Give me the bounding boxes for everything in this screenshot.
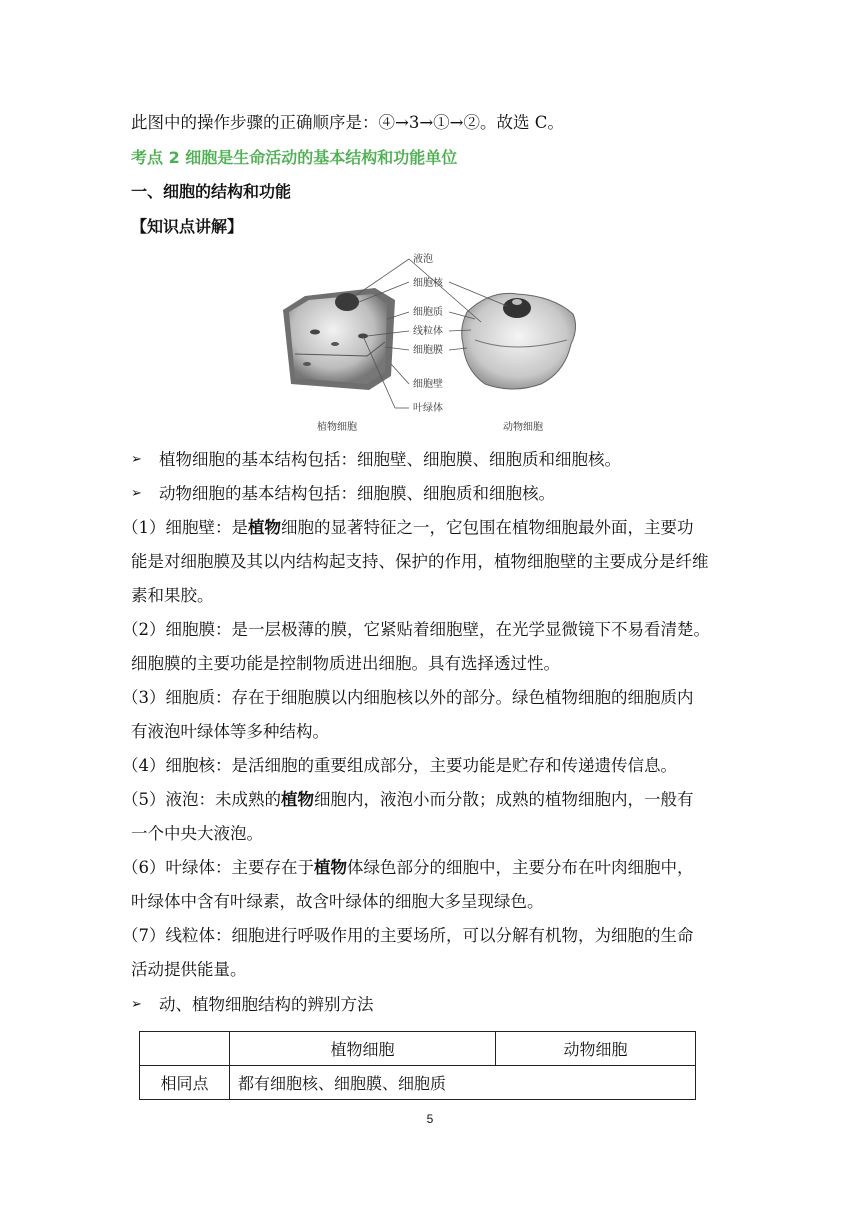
cell-structure-figure [275,244,585,440]
subsection-title: 一、细胞的结构和功能 [131,182,292,201]
item-vacuole-line1: （5）液泡：未成熟的植物细胞内，液泡小而分散；成熟的植物细胞内，一般有 [122,790,694,809]
plant-cell-caption: 植物细胞 [317,422,357,433]
bullet-arrow-icon: ➢ [131,997,142,1012]
section-title: 考点 2 细胞是生命活动的基本结构和功能单位 [131,148,458,167]
item-vacuole-line2: 一个中央大液泡。 [131,824,263,843]
item-chloroplast-line1: （6）叶绿体：主要存在于植物体绿色部分的细胞中，主要分布在叶肉细胞中， [122,858,694,877]
bullet-distinguish-method: 动、植物细胞结构的辨别方法 [159,995,374,1014]
animal-cell-drawing [462,293,576,389]
label-cell-wall: 细胞壁 [413,379,443,390]
table-row [140,1066,696,1100]
table-header-row [140,1032,696,1066]
item-cell-wall-line1: （1）细胞壁：是植物细胞的显著特征之一，它包围在植物细胞最外面，主要功 [122,518,694,537]
bullet-arrow-icon: ➢ [131,486,142,501]
knowledge-heading: 【知识点讲解】 [131,217,244,236]
label-nucleus: 细胞核 [413,278,443,289]
item-cell-membrane-line2: 细胞膜的主要功能是控制物质进出细胞。具有选择透过性。 [131,654,560,673]
label-cytoplasm: 细胞质 [413,307,443,318]
label-vacuole: 液泡 [413,254,433,265]
table-row-value: 都有细胞核、细胞膜、细胞质 [230,1066,696,1100]
intro-line: 此图中的操作步骤的正确顺序是：④→3→①→②。故选 C。 [131,113,564,132]
comparison-table [139,1031,696,1100]
table-header-animal: 动物细胞 [496,1032,696,1066]
table-header-empty [140,1032,230,1066]
animal-cell-caption: 动物细胞 [503,422,543,433]
table-row-label: 相同点 [140,1066,230,1100]
bullet-arrow-icon: ➢ [131,452,142,467]
item-cytoplasm-line1: （3）细胞质：存在于细胞膜以内细胞核以外的部分。绿色植物细胞的细胞质内 [122,688,694,707]
page-number: 5 [426,1112,434,1126]
bullet-animal-structure: 动物细胞的基本结构包括：细胞膜、细胞质和细胞核。 [159,484,555,503]
item-mitochondria-line1: （7）线粒体：细胞进行呼吸作用的主要场所，可以分解有机物，为细胞的生命 [122,926,694,945]
label-chloroplast: 叶绿体 [413,403,443,414]
bullet-plant-structure: 植物细胞的基本结构包括：细胞壁、细胞膜、细胞质和细胞核。 [159,450,621,469]
item-mitochondria-line2: 活动提供能量。 [131,960,247,979]
item-cell-wall-line2: 能是对细胞膜及其以内结构起支持、保护的作用，植物细胞壁的主要成分是纤维 [131,552,709,571]
item-cytoplasm-line2: 有液泡叶绿体等多种结构。 [131,722,329,741]
item-nucleus-line1: （4）细胞核：是活细胞的重要组成部分，主要功能是贮存和传递遗传信息。 [122,756,677,775]
table-header-plant: 植物细胞 [230,1032,496,1066]
item-cell-membrane-line1: （2）细胞膜：是一层极薄的膜，它紧贴着细胞壁，在光学显微镜下不易看清楚。 [122,620,710,639]
label-cell-membrane: 细胞膜 [413,345,443,356]
item-cell-wall-line3: 素和果胶。 [131,586,214,605]
label-mitochondria: 线粒体 [413,326,443,337]
item-chloroplast-line2: 叶绿体中含有叶绿素，故含叶绿体的细胞大多呈现绿色。 [131,892,544,911]
plant-cell-drawing [283,288,395,390]
